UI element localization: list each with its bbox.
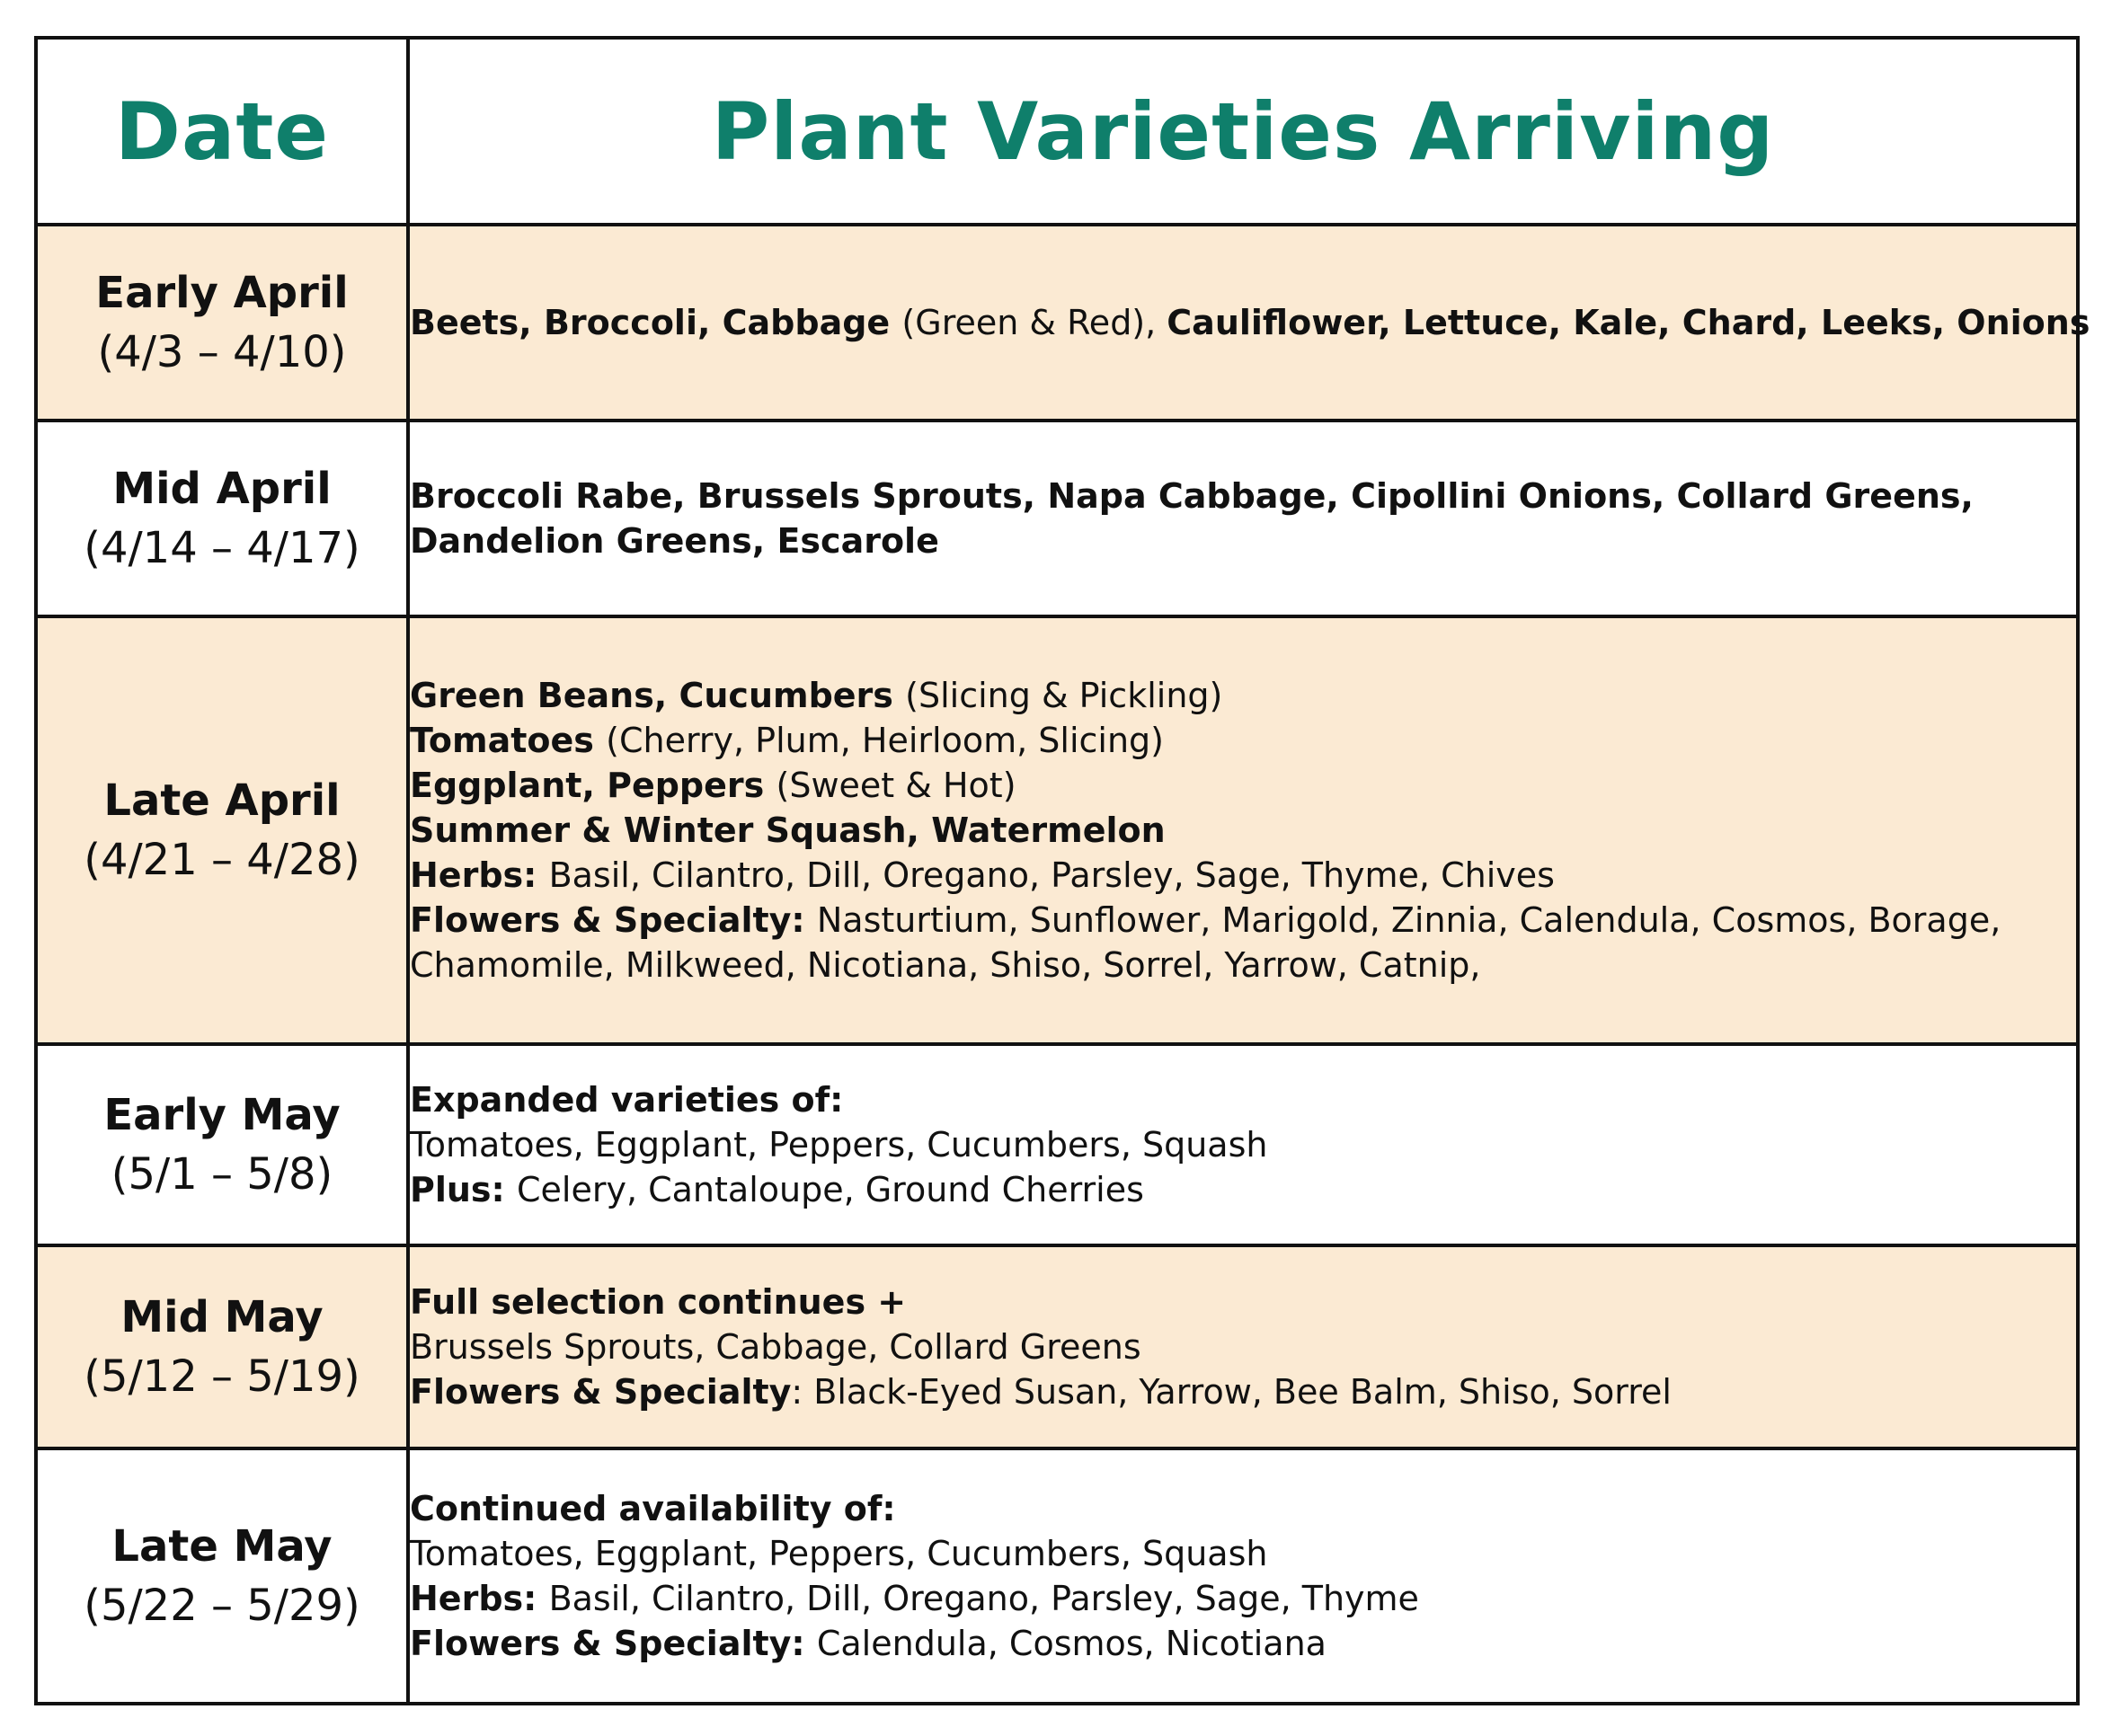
variety-line [410, 898, 2076, 943]
variety-text: Tomatoes, Eggplant, Peppers, Cucumbers, Squash [410, 1534, 1268, 1573]
variety-line [410, 1621, 2076, 1666]
variety-text-bold: Plus: [410, 1170, 517, 1209]
variety-text-bold: Dandelion Greens, Escarole [410, 521, 939, 561]
date-label: Late April [103, 775, 341, 826]
varieties-cell [408, 1245, 2078, 1448]
planting-schedule-table [34, 36, 2090, 1705]
schedule-row-late-april [36, 616, 2078, 1044]
date-label: Mid May [120, 1292, 324, 1342]
variety-line [410, 808, 2076, 853]
date-cell [36, 616, 408, 1044]
varieties-cell [408, 1044, 2078, 1245]
variety-text: Brussels Sprouts, Cabbage, Collard Greens [410, 1327, 1141, 1367]
variety-text: (Slicing & Pickling) [905, 676, 1223, 715]
date-range: (5/1 – 5/8) [111, 1149, 333, 1200]
variety-line [410, 1486, 2076, 1531]
date-label: Early April [95, 268, 349, 318]
variety-line [410, 1369, 2076, 1414]
date-cell [36, 1245, 408, 1448]
date-label: Mid April [112, 464, 332, 514]
variety-text-bold: Flowers & Specialty: [410, 1624, 817, 1663]
variety-text-bold: Broccoli Rabe, Brussels Sprouts, Napa Cabbage, Cipollini Onions, Collard Greens, [410, 476, 1974, 516]
date-label: Early May [103, 1090, 341, 1140]
variety-text: Tomatoes, Eggplant, Peppers, Cucumbers, Squash [410, 1125, 1268, 1165]
variety-line [410, 1576, 2076, 1621]
date-range: (4/21 – 4/28) [84, 835, 360, 885]
variety-text-bold: Tomatoes [410, 721, 607, 760]
variety-line [410, 673, 2076, 718]
variety-text-bold: Eggplant, Peppers [410, 766, 776, 805]
variety-line [410, 763, 2076, 808]
variety-text-bold: Herbs: [410, 855, 549, 895]
date-cell [36, 421, 408, 616]
variety-line [410, 1167, 2076, 1212]
date-cell [36, 1448, 408, 1704]
variety-line [410, 1324, 2076, 1369]
variety-line [410, 943, 2076, 988]
variety-text-bold: Full selection continues + [410, 1282, 907, 1322]
date-label: Late May [111, 1521, 333, 1572]
varieties-cell [408, 421, 2078, 616]
varieties-cell [408, 1448, 2078, 1704]
variety-text: : Black-Eyed Susan, Yarrow, Bee Balm, Shiso, Sorrel [791, 1372, 1672, 1412]
date-column-header: Date [36, 38, 408, 225]
schedule-row-early-may [36, 1044, 2078, 1245]
variety-text-bold: Beets, Broccoli, Cabbage [410, 303, 902, 342]
variety-text: (Green & Red), [901, 303, 1167, 342]
date-range: (4/14 – 4/17) [84, 523, 360, 573]
varieties-column-header: Plant Varieties Arriving [408, 38, 2078, 225]
variety-text-bold: Herbs: [410, 1579, 549, 1618]
variety-text-bold: Cauliflower, Lettuce, Kale, Chard, Leeks, Onions [1167, 303, 2090, 342]
variety-text-bold: Expanded varieties of: [410, 1080, 844, 1120]
variety-text-bold: Green Beans, Cucumbers [410, 676, 906, 715]
variety-text: (Cherry, Plum, Heirloom, Slicing) [606, 721, 1164, 760]
variety-line [410, 1122, 2076, 1167]
variety-text: Nasturtium, Sunflower, Marigold, Zinnia, Calendula, Cosmos, Borage, [816, 900, 2001, 940]
variety-line [410, 853, 2076, 898]
variety-line [410, 1077, 2076, 1122]
variety-text-bold: Continued availability of: [410, 1489, 896, 1528]
header-row [36, 38, 2078, 225]
variety-line [410, 1531, 2076, 1576]
variety-text: Basil, Cilantro, Dill, Oregano, Parsley, Sage, Thyme [548, 1579, 1419, 1618]
varieties-cell [408, 616, 2078, 1044]
schedule-row-mid-may [36, 1245, 2078, 1448]
variety-text-bold: Flowers & Specialty: [410, 900, 817, 940]
variety-line [410, 518, 2076, 563]
date-cell [36, 225, 408, 421]
schedule-row-early-april [36, 225, 2078, 421]
variety-text: Calendula, Cosmos, Nicotiana [816, 1624, 1327, 1663]
varieties-cell [408, 225, 2090, 421]
variety-line [410, 300, 2090, 345]
schedule-row-late-may [36, 1448, 2078, 1704]
variety-text: Celery, Cantaloupe, Ground Cherries [516, 1170, 1144, 1209]
variety-text-bold: Flowers & Specialty [410, 1372, 792, 1412]
variety-text: Chamomile, Milkweed, Nicotiana, Shiso, Sorrel, Yarrow, Catnip, [410, 945, 1481, 985]
variety-line [410, 718, 2076, 763]
schedule-row-mid-april [36, 421, 2078, 616]
date-range: (4/3 – 4/10) [97, 327, 347, 377]
date-range: (5/22 – 5/29) [84, 1581, 360, 1631]
variety-line [410, 474, 2076, 518]
date-cell [36, 1044, 408, 1245]
variety-line [410, 1280, 2076, 1324]
variety-text-bold: Summer & Winter Squash, Watermelon [410, 810, 1166, 850]
date-range: (5/12 – 5/19) [84, 1351, 360, 1402]
variety-text: (Sweet & Hot) [776, 766, 1016, 805]
variety-text: Basil, Cilantro, Dill, Oregano, Parsley, Sage, Thyme, Chives [548, 855, 1555, 895]
